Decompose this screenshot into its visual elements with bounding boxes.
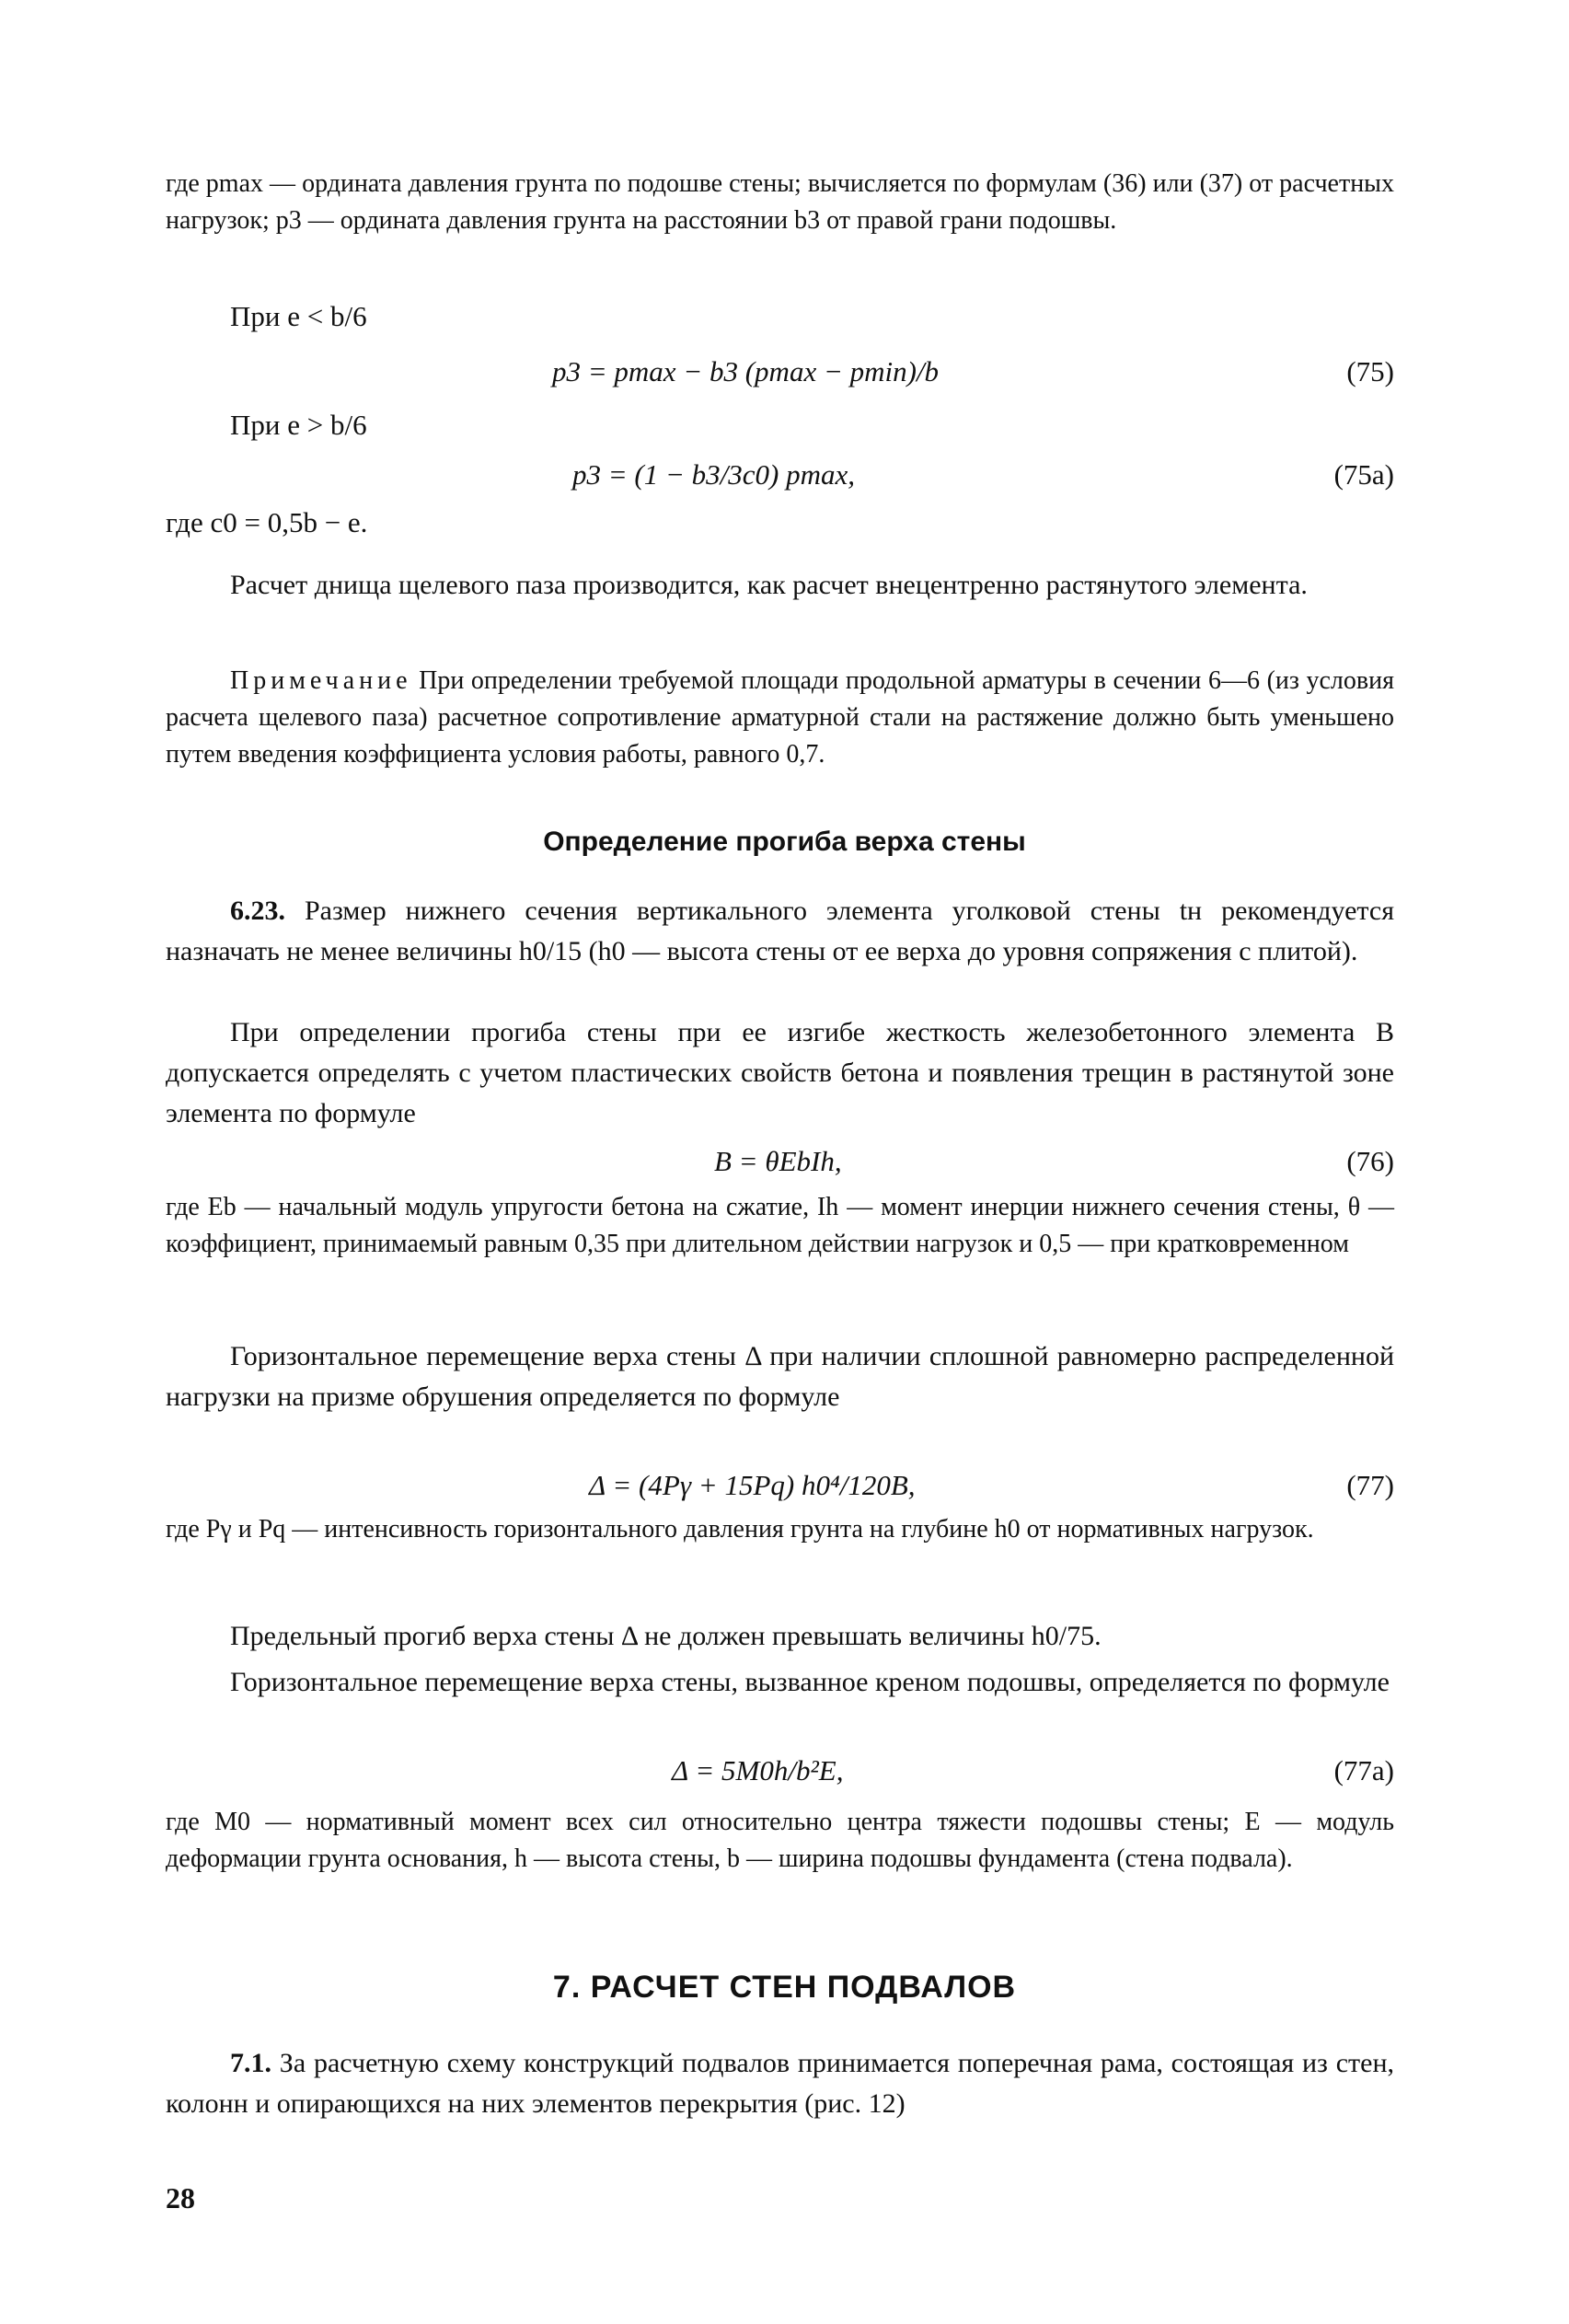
note-title: Примечание <box>230 666 412 695</box>
paragraph-pmax-definition: где pmax — ордината давления грунта по подошве стены; вычисляется по формулам (36) или (37) от расчетных нагрузок; p3 — ордината давления грунта на расстоянии b3 от правой грани подошвы. <box>166 169 1394 235</box>
formula-number-76: (76) <box>1346 1145 1394 1177</box>
formula-77a: Δ = 5M0h/b²E, <box>672 1754 844 1786</box>
paragraph-where-76: где Eb — начальный модуль упругости бетона на сжатие, Ih — момент инерции нижнего сечения стены, θ — коэффициент, принимаемый равным 0,35 при длительном действии нагрузок и 0,5 — при кратковременном <box>166 1193 1394 1258</box>
definition-c0: где c0 = 0,5b − e. <box>166 506 368 538</box>
note-paragraph <box>166 663 1394 773</box>
condition-e-greater: При e > b/6 <box>230 409 367 441</box>
formula-75a: p3 = (1 − b3/3c0) pmax, <box>572 458 856 491</box>
formula-number-77: (77) <box>1346 1469 1394 1501</box>
formula-number-75: (75) <box>1346 355 1394 387</box>
section-heading-deflection: Определение прогиба верха стены <box>543 827 1026 857</box>
formula-76: B = θEbIh, <box>714 1145 842 1177</box>
clause-text-6-23: Размер нижнего сечения вертикального элемента уголковой стены tн рекомендуется назначать не менее величины h0/15 (h0 — высота стены от ее верха до уровня сопряжения с плитой). <box>166 896 1394 966</box>
clause-number-7-1: 7.1. <box>230 2048 271 2078</box>
formula-75: p3 = pmax − b3 (pmax − pmin)/b <box>552 355 940 387</box>
paragraph-stiffness: При определении прогиба стены при ее изгибе жесткость железобетонного элемента B допускается определять с учетом пластических свойств бетона и появления трещин в растянутой зоне элемента по формуле <box>166 1017 1394 1128</box>
chapter-heading-7: 7. РАСЧЕТ СТЕН ПОДВАЛОВ <box>552 1970 1017 2005</box>
paragraph-where-77: где Pγ и Pq — интенсивность горизонтального давления грунта на глубине h0 от нормативных нагрузок. <box>166 1515 1314 1544</box>
clause-number-6-23: 6.23. <box>230 896 285 926</box>
paragraph-7-1 <box>166 2043 1394 2124</box>
paragraph-slot-bottom: Расчет днища щелевого паза производится, как расчет внецентренно растянутого элемента. <box>230 570 1308 600</box>
paragraph-where-77a: где M0 — нормативный момент всех сил относительно центра тяжести подошвы стены; E — модуль деформации грунта основания, h — высота стены, b — ширина подошвы фундамента (стена подвала). <box>166 1808 1394 1873</box>
formula-number-75a: (75a) <box>1333 458 1394 491</box>
condition-e-less: При e < b/6 <box>230 300 367 332</box>
paragraph-horizontal-displacement: Горизонтальное перемещение верха стены Δ при наличии сплошной равномерно распределенной нагрузки на призме обрушения определяется по формуле <box>166 1341 1394 1412</box>
paragraph-6-23 <box>166 891 1394 972</box>
page-number: 28 <box>166 2181 195 2214</box>
clause-text-7-1: За расчетную схему конструкций подвалов принимается поперечная рама, состоящая из стен, колонн и опирающихся на них элементов перекрытия (рис. 12) <box>166 2048 1394 2119</box>
paragraph-limit-deflection: Предельный прогиб верха стены Δ не должен превышать величины h0/75. <box>230 1621 1102 1651</box>
formula-77: Δ = (4Pγ + 15Pq) h0⁴/120B, <box>589 1469 916 1501</box>
note-text: При определении требуемой площади продольной арматуры в сечении 6—6 (из условия расчета щелевого паза) расчетное сопротивление арматурной стали на растяжение должно быть уменьшено путем введения коэффициента условия работы, равного 0,7. <box>166 666 1394 769</box>
formula-number-77a: (77a) <box>1333 1754 1394 1786</box>
paragraph-roll-displacement: Горизонтальное перемещение верха стены, вызванное креном подошвы, определяется по формуле <box>230 1667 1390 1697</box>
